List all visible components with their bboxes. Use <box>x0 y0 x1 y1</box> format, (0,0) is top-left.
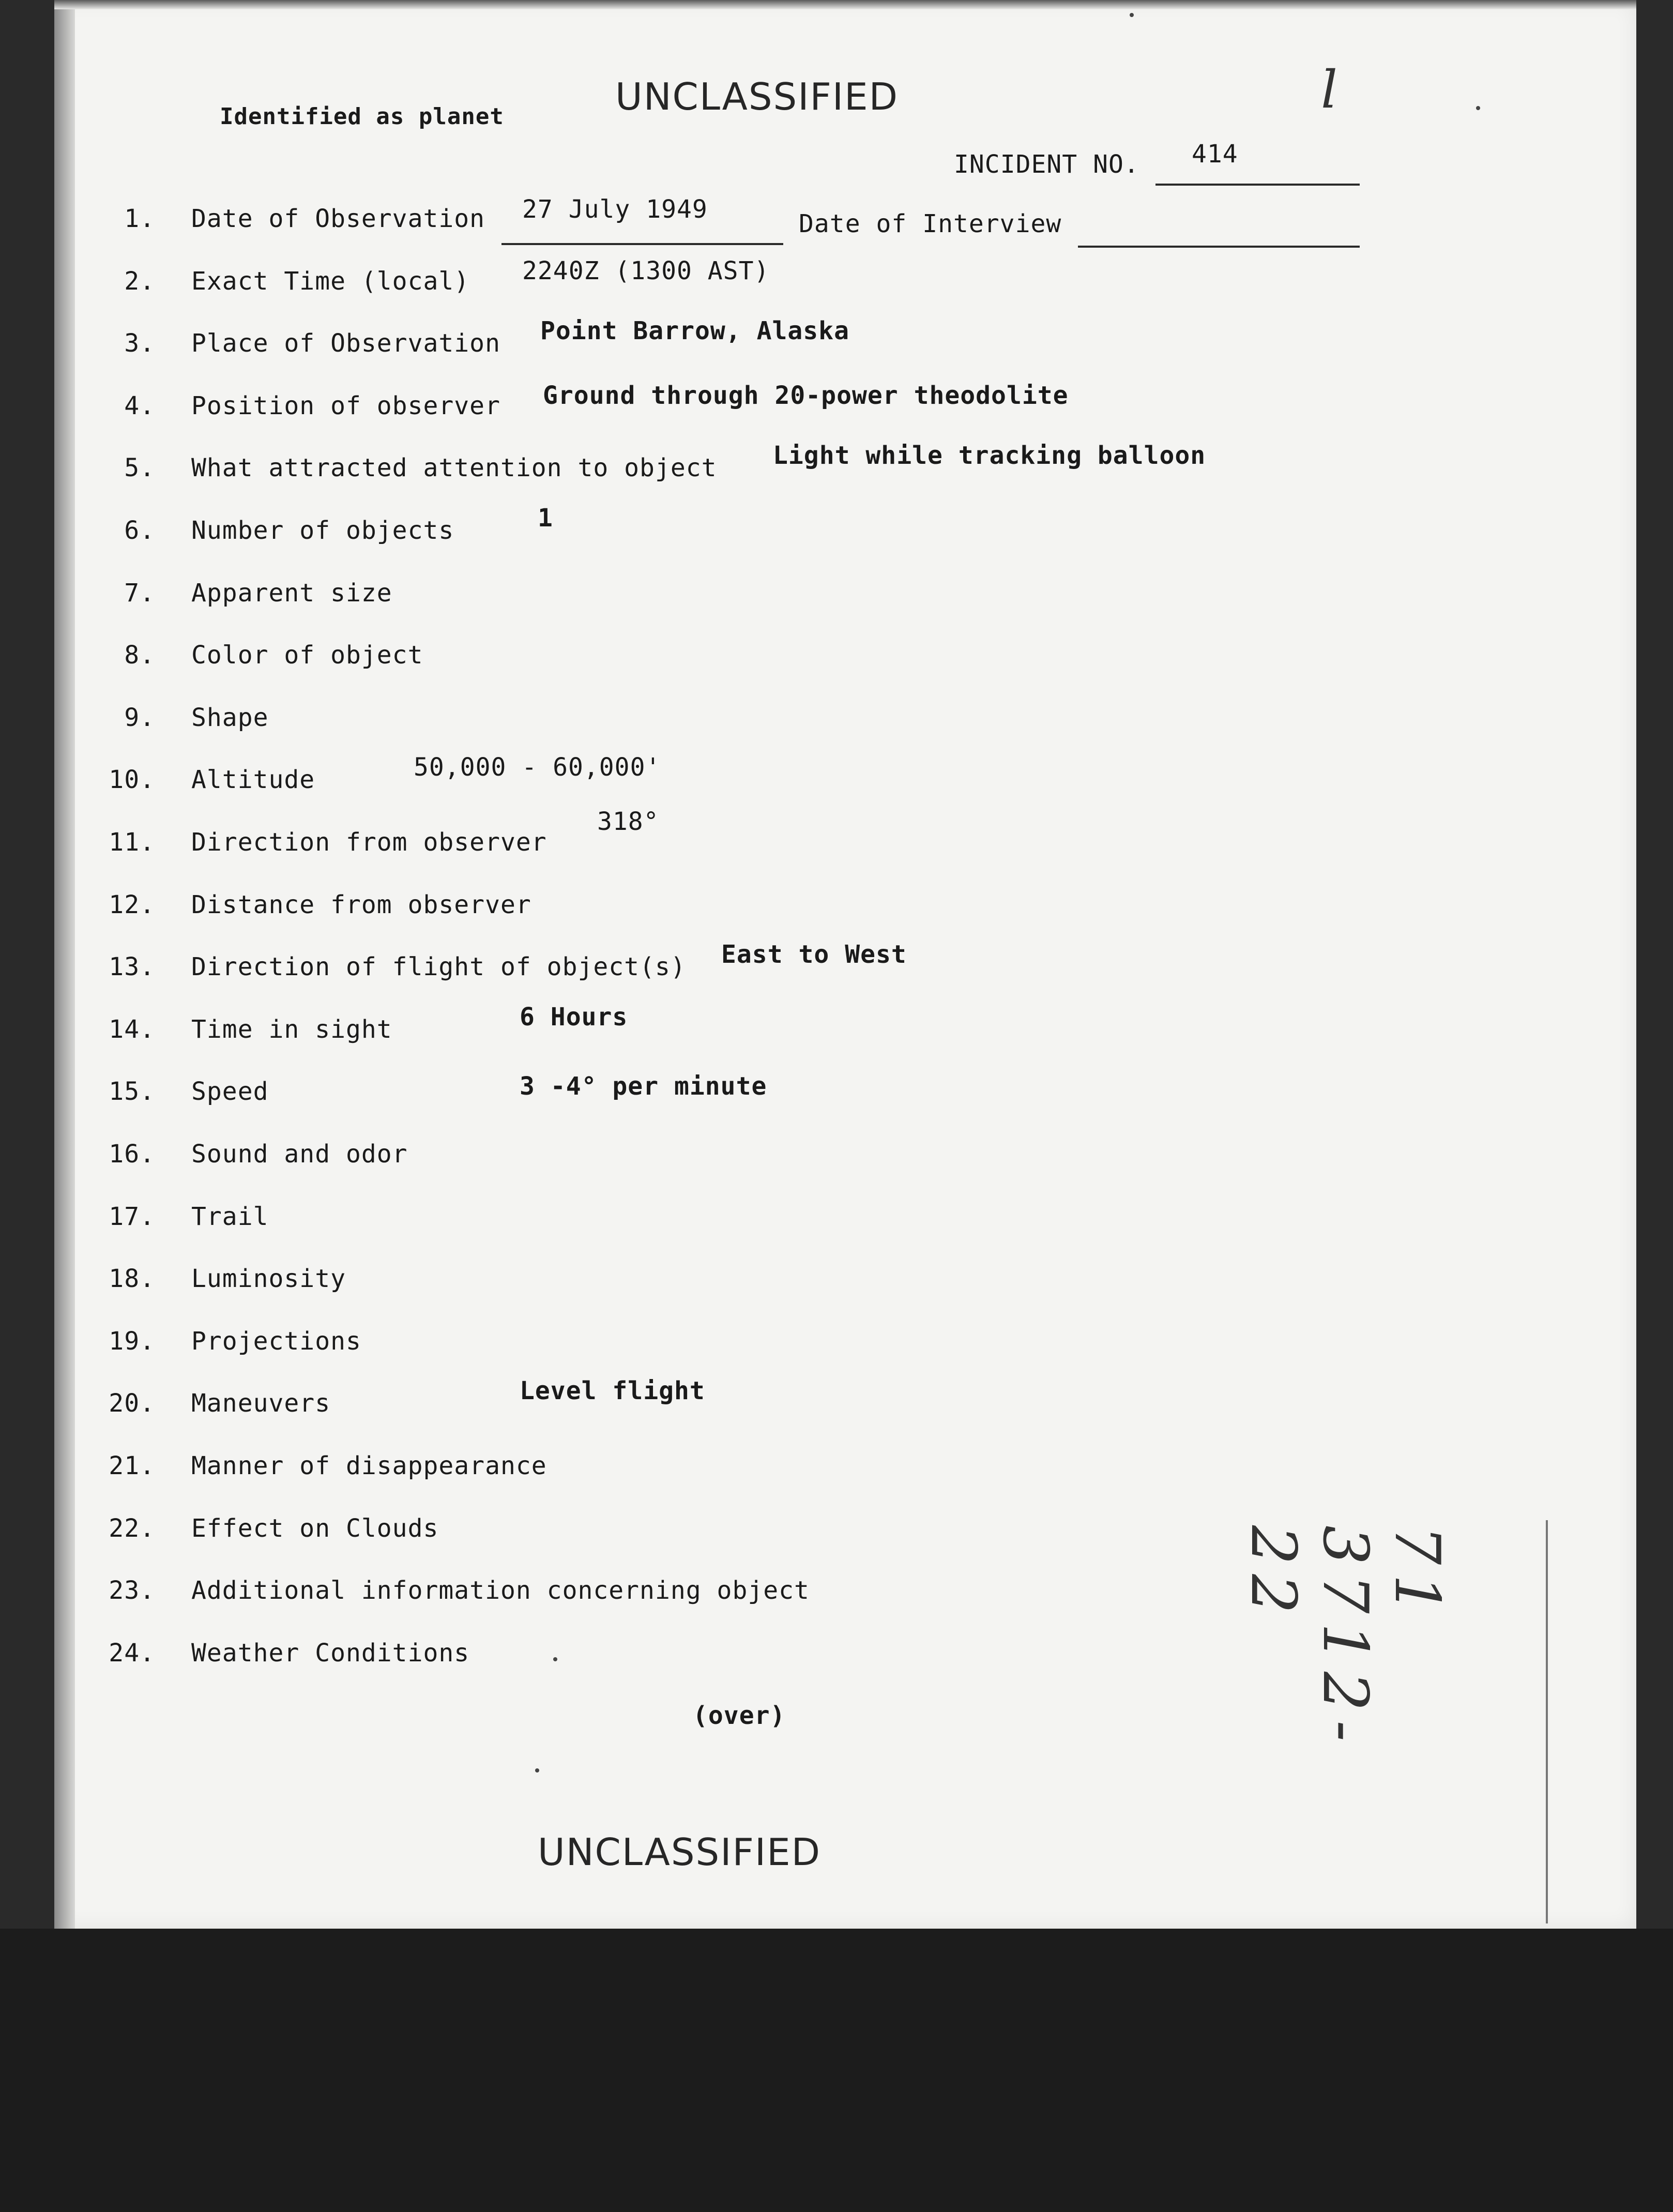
item-number: 2. <box>124 266 155 296</box>
item-label: Time in sight <box>191 1014 392 1044</box>
item-number: 11. <box>109 828 155 857</box>
item-number: 20. <box>109 1389 155 1418</box>
incident-label: INCIDENT NO. <box>954 150 1139 179</box>
item-number: 19. <box>109 1326 155 1356</box>
item-value: 6 Hours <box>520 1002 628 1032</box>
item-number: 22. <box>109 1513 155 1543</box>
item-number: 16. <box>109 1140 155 1169</box>
item-label: Position of observer <box>191 391 500 420</box>
item-value: 50,000 - 60,000' <box>414 753 661 782</box>
item-number: 15. <box>109 1077 155 1107</box>
incident-rule <box>1155 184 1360 186</box>
item-number: 3. <box>124 329 155 358</box>
item-label: Apparent size <box>191 578 392 608</box>
item-number: 6. <box>124 516 155 545</box>
item-value: 3 -4° per minute <box>520 1072 767 1101</box>
item-label: Weather Conditions <box>191 1638 470 1668</box>
item-number: 1. <box>124 204 155 233</box>
item-number: 7. <box>124 578 155 608</box>
incident-number: 414 <box>1192 140 1238 169</box>
item-value: Point Barrow, Alaska <box>540 316 849 346</box>
item-value: 318° <box>597 807 659 836</box>
identified-note: Identified as planet <box>220 103 504 130</box>
item-number: 5. <box>124 453 155 483</box>
item-value: 2240Z (1300 AST) <box>522 256 770 285</box>
scan-speck <box>535 1768 539 1772</box>
item-label: Number of objects <box>191 516 454 545</box>
item-number: 21. <box>109 1451 155 1480</box>
item-label: Speed <box>191 1077 269 1107</box>
item-value: 1 <box>538 504 553 533</box>
item-label: Distance from observer <box>191 890 531 919</box>
item-value: Light while tracking balloon <box>773 441 1206 471</box>
item-label: Date of Observation <box>191 204 485 233</box>
item-label: Shape <box>191 703 269 732</box>
scan-edge <box>54 0 75 1929</box>
date-of-observation-rule <box>501 243 783 245</box>
item-label: Sound and odor <box>191 1140 408 1169</box>
item-number: 24. <box>109 1638 155 1668</box>
item-value: East to West <box>721 940 907 969</box>
item-label: Projections <box>191 1326 361 1356</box>
item-number: 4. <box>124 391 155 420</box>
classification-stamp-top: UNCLASSIFIED <box>615 75 899 118</box>
item-value: 27 July 1949 <box>522 195 708 224</box>
item-number: 8. <box>124 641 155 670</box>
classification-stamp-bottom: UNCLASSIFIED <box>538 1830 822 1874</box>
item-number: 9. <box>124 703 155 732</box>
item-label: Direction of flight of object(s) <box>191 952 686 982</box>
item-label: Color of object <box>191 641 423 670</box>
page-mark: l <box>1321 59 1337 120</box>
scan-background <box>0 1929 1673 2212</box>
date-of-interview-rule <box>1078 246 1360 248</box>
margin-handwriting: 71 3712-22 <box>1237 1525 1453 1751</box>
item-value: Ground through 20-power theodolite <box>543 381 1069 410</box>
item-label: Place of Observation <box>191 329 500 358</box>
item-number: 12. <box>109 890 155 919</box>
item-label: Exact Time (local) <box>191 266 470 296</box>
over-label: (over) <box>693 1701 786 1730</box>
item-label: Direction from observer <box>191 828 547 857</box>
item-label: Additional information concerning object <box>191 1576 810 1605</box>
scan-speck <box>1130 13 1134 17</box>
item-number: 14. <box>109 1014 155 1044</box>
item-label: Manner of disappearance <box>191 1451 547 1480</box>
item-number: 13. <box>109 952 155 982</box>
item-label: What attracted attention to object <box>191 453 717 483</box>
item-number: 17. <box>109 1202 155 1231</box>
item-label: Altitude <box>191 765 315 795</box>
item-label: Trail <box>191 1202 269 1231</box>
item-value: Level flight <box>520 1376 705 1406</box>
item-number: 23. <box>109 1576 155 1605</box>
scan-edge-top <box>54 0 1636 9</box>
margin-line <box>1546 1520 1548 1923</box>
item-number: 10. <box>109 765 155 795</box>
item-label: Maneuvers <box>191 1389 331 1418</box>
item-label: Luminosity <box>191 1264 346 1294</box>
scan-speck <box>1476 106 1480 110</box>
item-number: 18. <box>109 1264 155 1294</box>
item-label: Effect on Clouds <box>191 1513 439 1543</box>
date-of-interview-label: Date of Interview <box>799 209 1062 238</box>
scan-speck <box>553 1657 557 1661</box>
